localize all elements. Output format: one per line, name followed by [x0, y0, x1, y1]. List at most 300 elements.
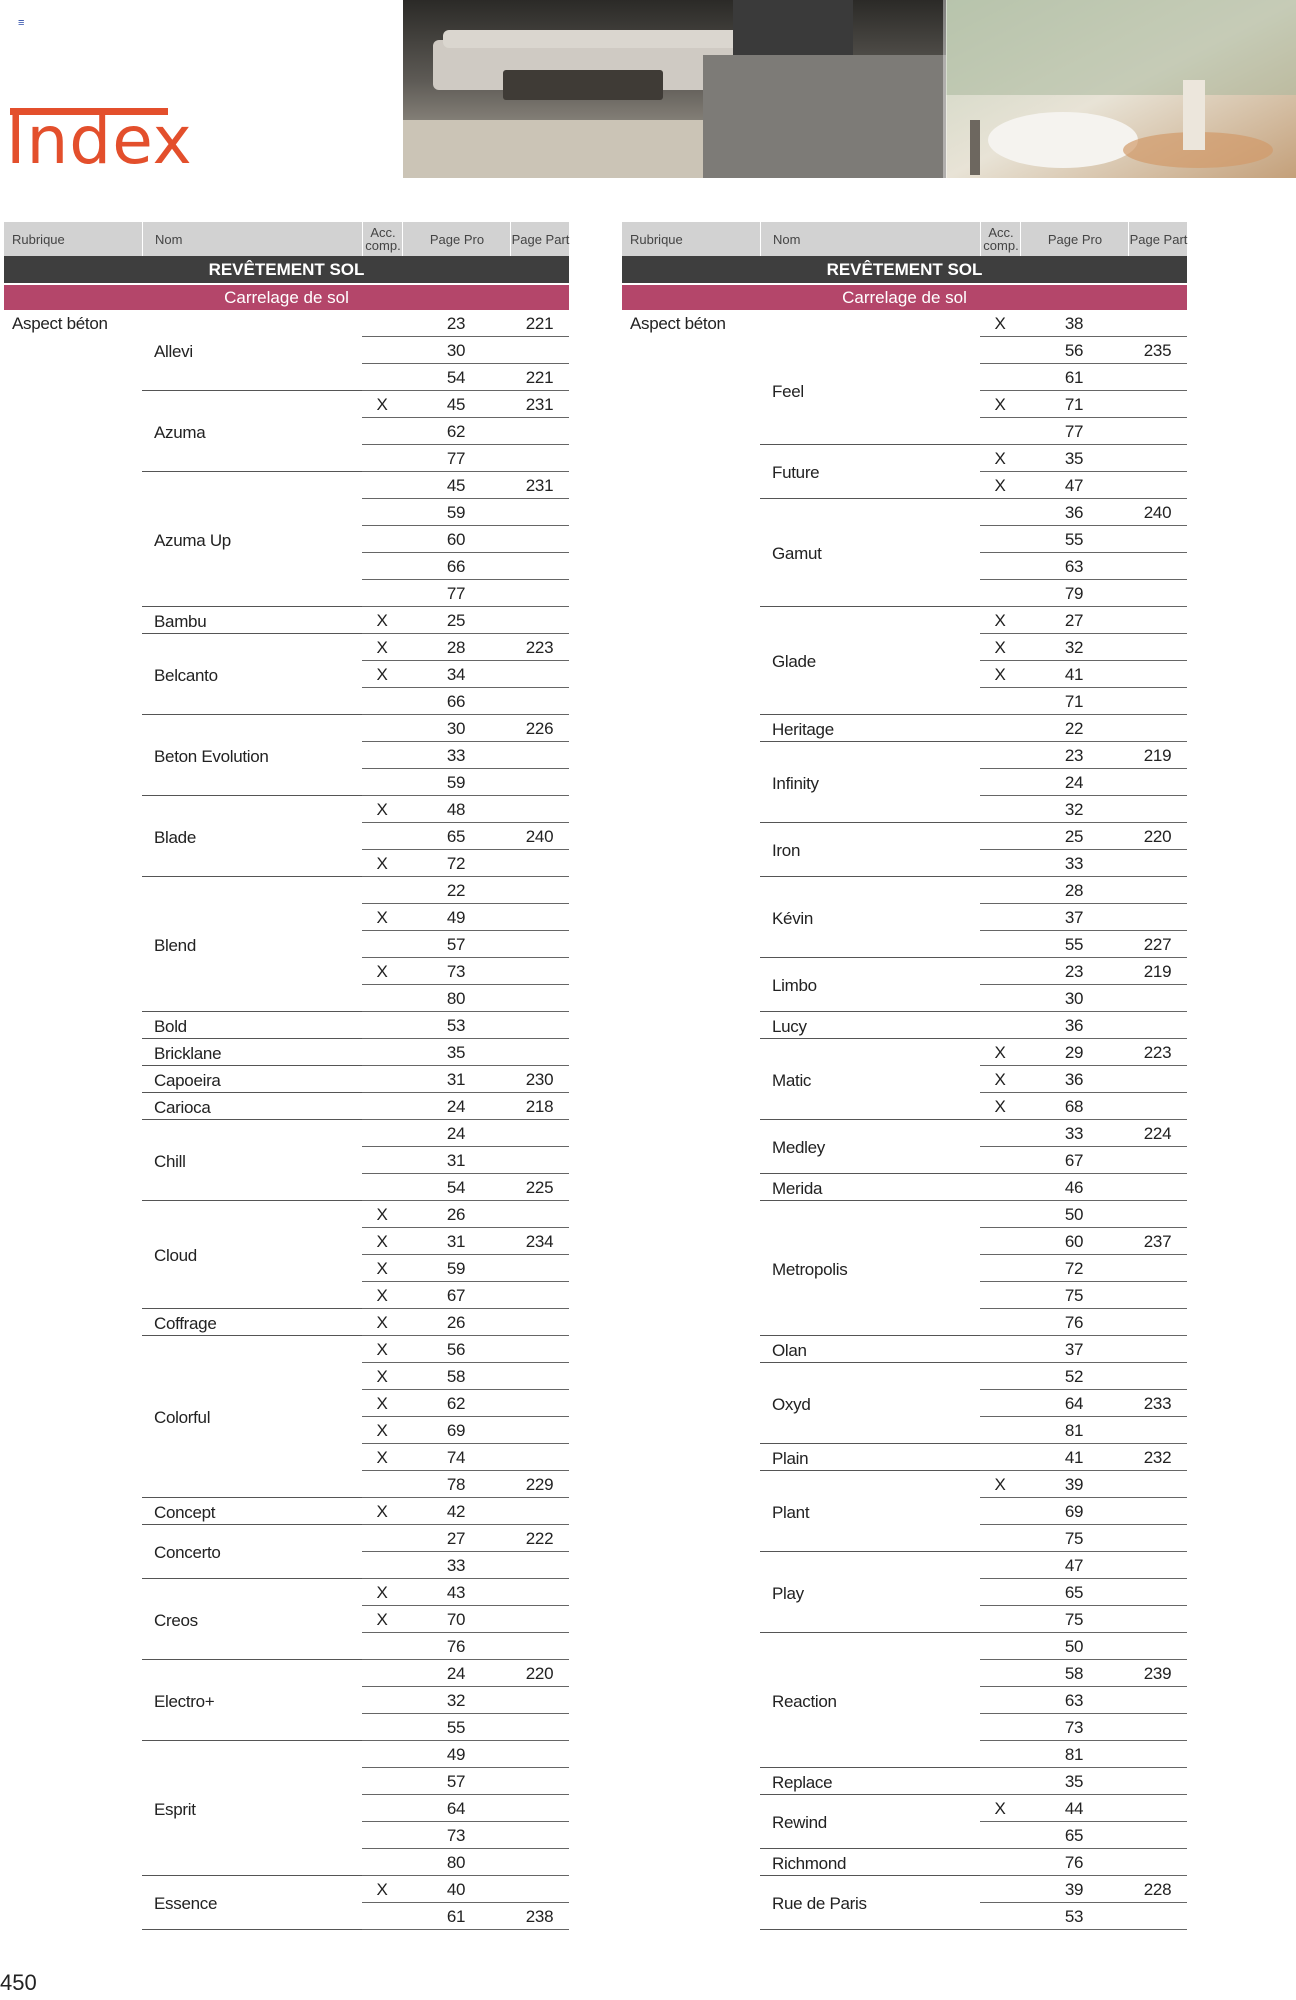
- page-pro-cell: 50: [1064, 1205, 1084, 1224]
- page-part-cell: 228: [1143, 1880, 1172, 1899]
- table-row: [980, 1714, 1187, 1741]
- table-row: [980, 1741, 1187, 1768]
- page-pro-cell: 35: [1064, 449, 1084, 468]
- table-row: [362, 1768, 569, 1795]
- table-row: [980, 1174, 1187, 1201]
- table-row: [980, 364, 1187, 391]
- page-part-cell: 239: [1143, 1664, 1172, 1683]
- page-pro-cell: 44: [1064, 1799, 1084, 1818]
- table-row: [980, 958, 1187, 985]
- table-row: [980, 688, 1187, 715]
- table-row: [362, 1012, 569, 1039]
- page-pro-cell: 26: [446, 1313, 466, 1332]
- product-name: Bold: [154, 1016, 187, 1036]
- page-pro-cell: 27: [446, 1529, 466, 1548]
- table-row: [980, 1525, 1187, 1552]
- page-pro-cell: 24: [446, 1664, 466, 1683]
- table-row: [362, 1876, 569, 1903]
- page-title: Index: [6, 102, 193, 179]
- table-row: [980, 1012, 1187, 1039]
- row-divider: [980, 1929, 1187, 1930]
- table-row: [362, 1579, 569, 1606]
- page-pro-cell: 73: [446, 962, 466, 981]
- table-row: [980, 1498, 1187, 1525]
- table-row: [980, 1849, 1187, 1876]
- page-pro-cell: 65: [446, 827, 466, 846]
- product-name: Rewind: [772, 1813, 827, 1832]
- table-row: [362, 418, 569, 445]
- page-pro-cell: 23: [1064, 962, 1084, 981]
- page-pro-cell: 58: [1064, 1664, 1084, 1683]
- page-pro-cell: 30: [446, 719, 466, 738]
- page-pro-cell: 32: [1064, 800, 1084, 819]
- page-pro-cell: 36: [1064, 503, 1084, 522]
- page-pro-cell: 73: [446, 1826, 466, 1845]
- table-row: [980, 742, 1187, 769]
- acc-comp-cell: X: [994, 1043, 1006, 1062]
- product-name: Kévin: [772, 908, 814, 928]
- product-name: Electro+: [154, 1691, 215, 1711]
- table-row: [980, 1768, 1187, 1795]
- index-table-left: [4, 222, 569, 1930]
- table-body: [4, 310, 569, 1930]
- table-row: [362, 985, 569, 1012]
- acc-comp-cell: X: [376, 1502, 388, 1521]
- table-row: [980, 661, 1187, 688]
- page-pro-cell: 32: [1064, 638, 1084, 657]
- rubrique-label: Aspect béton: [12, 314, 108, 333]
- product-name: Bricklane: [154, 1043, 222, 1063]
- product-name: Colorful: [154, 1408, 211, 1427]
- page-pro-cell: 47: [1064, 476, 1084, 495]
- page-pro-cell: 26: [446, 1205, 466, 1224]
- page-part-cell: 224: [1143, 1124, 1172, 1143]
- page-pro-cell: 69: [1064, 1502, 1084, 1521]
- table-row: [362, 1228, 569, 1255]
- table-row: [362, 1687, 569, 1714]
- table-row: [362, 742, 569, 769]
- product-name: Merida: [772, 1178, 823, 1198]
- page-pro-cell: 37: [1064, 908, 1084, 927]
- table-row: [362, 931, 569, 958]
- product-name: Medley: [772, 1138, 826, 1157]
- table-row: [362, 1903, 569, 1930]
- page-pro-cell: 80: [446, 989, 466, 1008]
- page-pro-cell: 31: [446, 1151, 466, 1170]
- product-name: Heritage: [772, 719, 834, 739]
- page-pro-cell: 66: [446, 692, 466, 711]
- page-part-cell: 232: [1143, 1448, 1172, 1467]
- table-row: [362, 634, 569, 661]
- page-part-cell: 223: [1143, 1043, 1172, 1062]
- table-row: [980, 1417, 1187, 1444]
- acc-comp-cell: X: [994, 395, 1006, 414]
- table-row: [980, 1093, 1187, 1120]
- acc-comp-cell: X: [994, 638, 1006, 657]
- page-pro-cell: 49: [446, 908, 466, 927]
- table-header: [4, 222, 569, 256]
- product-name: Iron: [772, 841, 801, 860]
- table-row: [980, 904, 1187, 931]
- table-row: [980, 1687, 1187, 1714]
- page-pro-cell: 28: [1064, 881, 1084, 900]
- product-name: Reaction: [772, 1691, 837, 1711]
- product-name: Future: [772, 463, 820, 482]
- page-pro-cell: 25: [1064, 827, 1084, 846]
- table-row: [980, 445, 1187, 472]
- page-part-cell: 219: [1143, 962, 1172, 981]
- page-part-cell: 220: [525, 1664, 554, 1683]
- page-part-cell: 240: [1143, 503, 1172, 522]
- page-pro-cell: 81: [1064, 1421, 1084, 1440]
- table-row: [362, 850, 569, 877]
- table-row: [980, 1039, 1187, 1066]
- product-name: Gamut: [772, 544, 822, 563]
- table-row: [980, 1579, 1187, 1606]
- page-pro-cell: 66: [446, 557, 466, 576]
- product-name: Carioca: [154, 1097, 211, 1117]
- table-row: [362, 661, 569, 688]
- table-row: [362, 391, 569, 418]
- table-row: [362, 1255, 569, 1282]
- acc-comp-cell: X: [376, 1286, 388, 1305]
- header-acc-comp: Acc. comp.: [362, 222, 403, 256]
- acc-comp-cell: X: [376, 1340, 388, 1359]
- page-pro-cell: 45: [446, 395, 466, 414]
- product-name: Azuma Up: [154, 530, 231, 550]
- page-part-cell: 230: [525, 1070, 554, 1089]
- table-row: [980, 1336, 1187, 1363]
- page-pro-cell: 75: [1064, 1610, 1084, 1629]
- table-row: [980, 1822, 1187, 1849]
- page-pro-cell: 55: [1064, 935, 1084, 954]
- table-row: [362, 1606, 569, 1633]
- page-pro-cell: 73: [1064, 1718, 1084, 1737]
- table-row: [362, 1633, 569, 1660]
- acc-comp-cell: X: [994, 611, 1006, 630]
- table-row: [362, 553, 569, 580]
- table-row: [980, 823, 1187, 850]
- page-pro-cell: 43: [446, 1583, 466, 1602]
- page-part-cell: 231: [525, 476, 554, 495]
- header-nom: Nom: [760, 222, 980, 256]
- page-pro-cell: 39: [1064, 1880, 1084, 1899]
- page-part-cell: 229: [525, 1475, 554, 1494]
- page-pro-cell: 72: [1064, 1259, 1084, 1278]
- table-row: [362, 796, 569, 823]
- product-name: Capoeira: [154, 1070, 221, 1090]
- page-pro-cell: 56: [1064, 341, 1084, 360]
- page-pro-cell: 41: [1064, 1448, 1084, 1467]
- page-pro-cell: 36: [1064, 1016, 1084, 1035]
- table-row: [362, 1714, 569, 1741]
- page-part-cell: 233: [1143, 1394, 1172, 1413]
- category-band: REVÊTEMENT SOL: [622, 256, 1187, 283]
- table-row: [980, 1066, 1187, 1093]
- product-name: Allevi: [154, 341, 193, 361]
- page-part-cell: 238: [525, 1907, 554, 1926]
- page-pro-cell: 30: [1064, 989, 1084, 1008]
- page-pro-cell: 33: [446, 1556, 466, 1575]
- header-page-part: Page Part: [510, 222, 570, 256]
- table-row: [980, 1903, 1187, 1930]
- table-row: [980, 607, 1187, 634]
- acc-comp-cell: X: [376, 1367, 388, 1386]
- page-pro-cell: 61: [446, 1907, 466, 1926]
- page-part-cell: 222: [525, 1529, 554, 1548]
- table-row: [362, 1390, 569, 1417]
- page-pro-cell: 59: [446, 773, 466, 792]
- acc-comp-cell: X: [376, 962, 388, 981]
- table-row: [980, 391, 1187, 418]
- table-row: [980, 1282, 1187, 1309]
- product-name: Coffrage: [154, 1313, 217, 1333]
- acc-comp-cell: X: [376, 1205, 388, 1224]
- table-row: [362, 445, 569, 472]
- table-row: [362, 1336, 569, 1363]
- table-row: [362, 1822, 569, 1849]
- table-row: [362, 1660, 569, 1687]
- table-row: [980, 337, 1187, 364]
- product-name: Play: [772, 1583, 804, 1603]
- page-pro-cell: 27: [1064, 611, 1084, 630]
- acc-comp-cell: X: [994, 1475, 1006, 1494]
- page-part-cell: 218: [525, 1097, 554, 1116]
- acc-comp-cell: X: [376, 908, 388, 927]
- header-nom: Nom: [142, 222, 362, 256]
- page-pro-cell: 37: [1064, 1340, 1084, 1359]
- product-name: Limbo: [772, 976, 817, 995]
- page-pro-cell: 33: [446, 746, 466, 765]
- page-pro-cell: 22: [446, 881, 466, 900]
- product-name: Chill: [154, 1151, 186, 1171]
- table-row: [362, 688, 569, 715]
- page-pro-cell: 31: [446, 1070, 466, 1089]
- acc-comp-cell: X: [994, 314, 1006, 333]
- acc-comp-cell: X: [376, 1448, 388, 1467]
- page-pro-cell: 42: [446, 1502, 466, 1521]
- page-pro-cell: 52: [1064, 1367, 1084, 1386]
- product-name: Cloud: [154, 1246, 197, 1265]
- table-row: [362, 607, 569, 634]
- page-pro-cell: 23: [1064, 746, 1084, 765]
- header-rubrique: Rubrique: [630, 231, 683, 247]
- table-row: [980, 580, 1187, 607]
- page-pro-cell: 64: [446, 1799, 466, 1818]
- page-pro-cell: 55: [1064, 530, 1084, 549]
- table-row: [980, 1444, 1187, 1471]
- acc-comp-cell: X: [376, 1394, 388, 1413]
- page-pro-cell: 57: [446, 935, 466, 954]
- table-row: [362, 1417, 569, 1444]
- acc-comp-cell: X: [376, 1232, 388, 1251]
- page-pro-cell: 79: [1064, 584, 1084, 603]
- acc-comp-cell: X: [376, 854, 388, 873]
- table-row: [362, 1849, 569, 1876]
- table-row: [980, 553, 1187, 580]
- table-row: [980, 877, 1187, 904]
- page-pro-cell: 65: [1064, 1826, 1084, 1845]
- page-pro-cell: 24: [446, 1097, 466, 1116]
- header-rubrique: Rubrique: [12, 231, 65, 247]
- product-name: Creos: [154, 1610, 198, 1630]
- page-part-cell: 219: [1143, 746, 1172, 765]
- category-band: REVÊTEMENT SOL: [4, 256, 569, 283]
- page-pro-cell: 68: [1064, 1097, 1084, 1116]
- table-row: [980, 1471, 1187, 1498]
- page-pro-cell: 69: [446, 1421, 466, 1440]
- acc-comp-cell: X: [376, 1610, 388, 1629]
- page-pro-cell: 78: [446, 1475, 466, 1494]
- page-pro-cell: 75: [1064, 1529, 1084, 1548]
- page-pro-cell: 76: [446, 1637, 466, 1656]
- page-pro-cell: 65: [1064, 1583, 1084, 1602]
- page-pro-cell: 59: [446, 1259, 466, 1278]
- page-part-cell: 221: [525, 314, 554, 333]
- page-pro-cell: 67: [446, 1286, 466, 1305]
- page-pro-cell: 39: [1064, 1475, 1084, 1494]
- page-pro-cell: 77: [446, 449, 466, 468]
- page-pro-cell: 35: [446, 1043, 466, 1062]
- page-pro-cell: 28: [446, 638, 466, 657]
- page-pro-cell: 45: [446, 476, 466, 495]
- page-part-cell: 221: [525, 368, 554, 387]
- page-pro-cell: 60: [1064, 1232, 1084, 1251]
- table-row: [362, 1363, 569, 1390]
- table-row: [980, 418, 1187, 445]
- page-pro-cell: 29: [1064, 1043, 1084, 1062]
- table-row: [980, 1228, 1187, 1255]
- table-row: [362, 877, 569, 904]
- table-row: [980, 796, 1187, 823]
- table-row: [980, 850, 1187, 877]
- table-row: [362, 1525, 569, 1552]
- page-pro-cell: 70: [446, 1610, 466, 1629]
- product-name: Concerto: [154, 1543, 221, 1562]
- page-pro-cell: 31: [446, 1232, 466, 1251]
- page-pro-cell: 61: [1064, 368, 1084, 387]
- table-row: [980, 1390, 1187, 1417]
- table-row: [980, 1120, 1187, 1147]
- table-row: [980, 1255, 1187, 1282]
- page-pro-cell: 71: [1064, 692, 1084, 711]
- page-pro-cell: 47: [1064, 1556, 1084, 1575]
- table-row: [980, 1147, 1187, 1174]
- header-page-pro: Page Pro: [1020, 222, 1129, 256]
- table-row: [362, 904, 569, 931]
- acc-comp-cell: X: [376, 1583, 388, 1602]
- table-row: [980, 715, 1187, 742]
- table-row: [362, 1093, 569, 1120]
- index-table-right: [622, 222, 1187, 1930]
- product-name: Lucy: [772, 1016, 807, 1036]
- page-pro-cell: 64: [1064, 1394, 1084, 1413]
- page-pro-cell: 77: [1064, 422, 1084, 441]
- page-pro-cell: 57: [446, 1772, 466, 1791]
- product-name: Essence: [154, 1894, 218, 1913]
- product-name: Feel: [772, 382, 804, 401]
- page-pro-cell: 75: [1064, 1286, 1084, 1305]
- page-pro-cell: 30: [446, 341, 466, 360]
- acc-comp-cell: X: [994, 665, 1006, 684]
- product-name: Glade: [772, 652, 816, 671]
- page-pro-cell: 80: [446, 1853, 466, 1872]
- table-row: [362, 769, 569, 796]
- product-name: Beton Evolution: [154, 746, 269, 766]
- table-row: [362, 1741, 569, 1768]
- page-pro-cell: 25: [446, 611, 466, 630]
- page-pro-cell: 38: [1064, 314, 1084, 333]
- table-row: [362, 364, 569, 391]
- acc-comp-cell: X: [994, 1070, 1006, 1089]
- page-pro-cell: 54: [446, 1178, 466, 1197]
- header-page-pro: Page Pro: [402, 222, 511, 256]
- table-row: [362, 1795, 569, 1822]
- page-pro-cell: 34: [446, 665, 466, 684]
- table-row: [362, 958, 569, 985]
- product-name: Plant: [772, 1502, 810, 1522]
- page-part-cell: 240: [525, 827, 554, 846]
- subcategory-band: Carrelage de sol: [622, 283, 1187, 310]
- table-header: [622, 222, 1187, 256]
- product-name: Olan: [772, 1340, 807, 1360]
- page-pro-cell: 24: [446, 1124, 466, 1143]
- product-name: Blade: [154, 827, 196, 847]
- table-row: [362, 715, 569, 742]
- table-row: [980, 985, 1187, 1012]
- page-part-cell: 220: [1143, 827, 1172, 846]
- product-name: Blend: [154, 935, 196, 955]
- table-row: [362, 472, 569, 499]
- table-row: [362, 1039, 569, 1066]
- table-row: [362, 1498, 569, 1525]
- page-pro-cell: 76: [1064, 1853, 1084, 1872]
- table-row: [980, 1552, 1187, 1579]
- table-row: [362, 1201, 569, 1228]
- acc-comp-cell: X: [994, 1097, 1006, 1116]
- page-part-cell: 237: [1143, 1232, 1172, 1251]
- product-name: Infinity: [772, 773, 819, 793]
- table-row: [980, 1795, 1187, 1822]
- acc-comp-cell: X: [376, 395, 388, 414]
- table-row: [362, 1309, 569, 1336]
- table-row: [362, 1471, 569, 1498]
- table-row: [980, 1660, 1187, 1687]
- page-part-cell: 234: [525, 1232, 554, 1251]
- page-pro-cell: 41: [1064, 665, 1084, 684]
- page-pro-cell: 63: [1064, 1691, 1084, 1710]
- table-row: [362, 1552, 569, 1579]
- product-name: Metropolis: [772, 1259, 848, 1279]
- menu-icon[interactable]: ≡: [18, 17, 25, 29]
- header-page-part: Page Part: [1128, 222, 1188, 256]
- acc-comp-cell: X: [994, 449, 1006, 468]
- page-part-cell: 226: [525, 719, 554, 738]
- table-row: [980, 1876, 1187, 1903]
- page-pro-cell: 71: [1064, 395, 1084, 414]
- page-pro-cell: 50: [1064, 1637, 1084, 1656]
- row-divider: [362, 1929, 569, 1930]
- page-pro-cell: 62: [446, 1394, 466, 1413]
- acc-comp-cell: X: [376, 665, 388, 684]
- table-row: [362, 1174, 569, 1201]
- page-pro-cell: 63: [1064, 557, 1084, 576]
- table-row: [980, 499, 1187, 526]
- page-pro-cell: 22: [1064, 719, 1084, 738]
- table-row: [980, 310, 1187, 337]
- page-pro-cell: 36: [1064, 1070, 1084, 1089]
- page-pro-cell: 53: [1064, 1907, 1084, 1926]
